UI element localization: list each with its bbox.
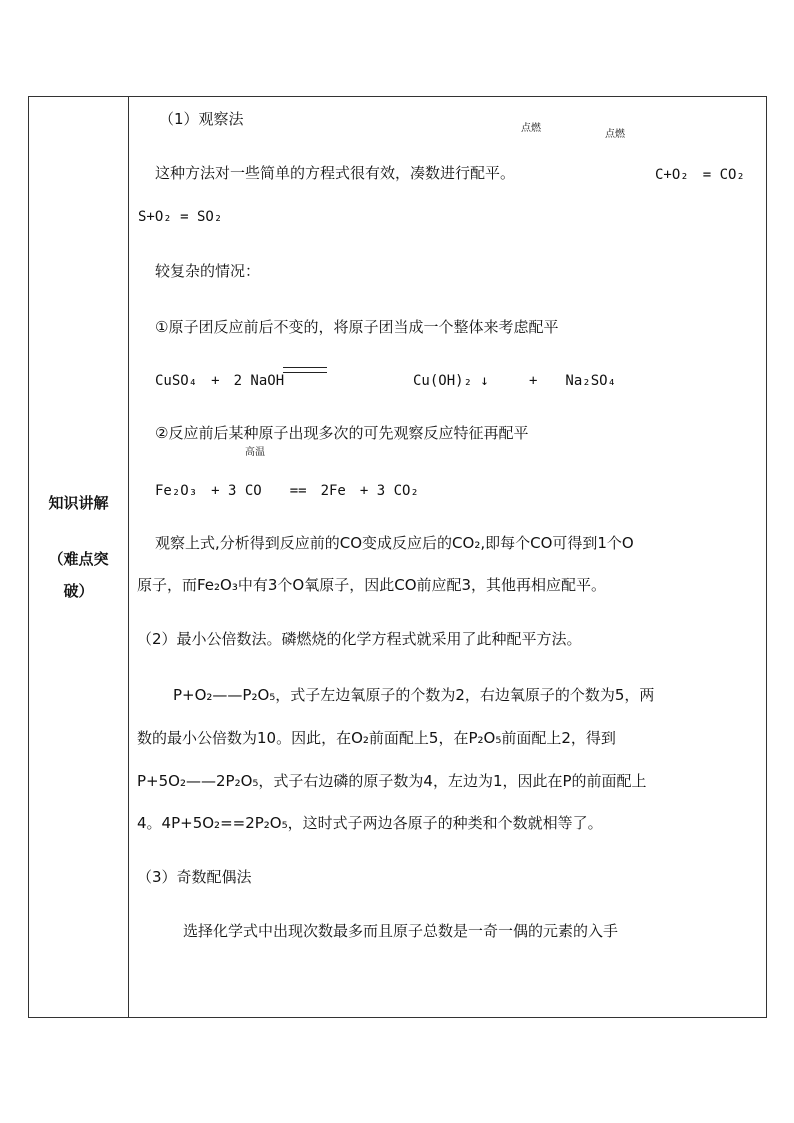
equation-3-product-1: Cu(OH)₂ ↓	[413, 373, 489, 389]
section-2-heading: （2）最小公倍数法。磷燃烧的化学方程式就采用了此种配平方法。	[137, 630, 582, 648]
side-label-line-1: （难点突	[48, 550, 109, 568]
lcm-line-3: P+5O₂——2P₂O₅，式子右边磷的原子数为4，左边为1，因此在P的前面配上	[137, 772, 647, 790]
reaction-condition-2: 点燃	[605, 129, 625, 140]
reaction-condition-high-temp: 高温	[245, 447, 265, 458]
case-2-text: ②反应前后某种原子出现多次的可先观察反应特征再配平	[155, 424, 529, 442]
lcm-line-1: P+O₂——P₂O₅，式子左边氧原子的个数为2，右边氧原子的个数为5，两	[173, 686, 655, 704]
equation-3-product-2: + Na₂SO₄	[529, 373, 617, 389]
side-label-knowledge: 知识讲解	[48, 494, 109, 512]
lcm-line-2: 数的最小公倍数为10。因此，在O₂前面配上5，在P₂O₅前面配上2，得到	[137, 729, 616, 747]
equation-3-arrow-line-1	[283, 367, 327, 368]
equation-iron: Fe₂O₃ + 3 CO == 2Fe + 3 CO₂	[155, 483, 419, 499]
equation-sulfur: S+O₂ = SO₂	[138, 209, 223, 225]
lesson-table	[28, 96, 767, 1018]
section-1-heading: （1）观察法	[159, 110, 244, 128]
reaction-condition-1: 点燃	[521, 123, 541, 134]
section-3-text: 选择化学式中出现次数最多而且原子总数是一奇一偶的元素的入手	[183, 922, 619, 940]
section-3-heading: （3）奇数配偶法	[137, 868, 252, 886]
equation-carbon: C+O₂ = CO₂	[655, 167, 745, 183]
case-1-text: ①原子团反应前后不变的，将原子团当成一个整体来考虑配平	[155, 318, 559, 336]
equation-3-arrow-line-2	[283, 372, 327, 373]
side-label-difficulty	[29, 543, 128, 607]
section-1-intro: 这种方法对一些简单的方程式很有效，凑数进行配平。	[155, 164, 516, 182]
lcm-line-4: 4。4P+5O₂==2P₂O₅，这时式子两边各原子的种类和个数就相等了。	[137, 814, 603, 832]
equation-3-reactants: CuSO₄ + 2 NaOH	[155, 373, 285, 389]
complex-case-heading: 较复杂的情况：	[155, 262, 261, 280]
observation-line-1: 观察上式,分析得到反应前的CO变成反应后的CO₂,即每个CO可得到1个O	[155, 534, 634, 552]
side-label-line-2: 破）	[63, 582, 94, 600]
observation-line-2: 原子，而Fe₂O₃中有3个O氧原子，因此CO前应配3，其他再相应配平。	[137, 576, 607, 594]
column-divider	[128, 97, 129, 1017]
